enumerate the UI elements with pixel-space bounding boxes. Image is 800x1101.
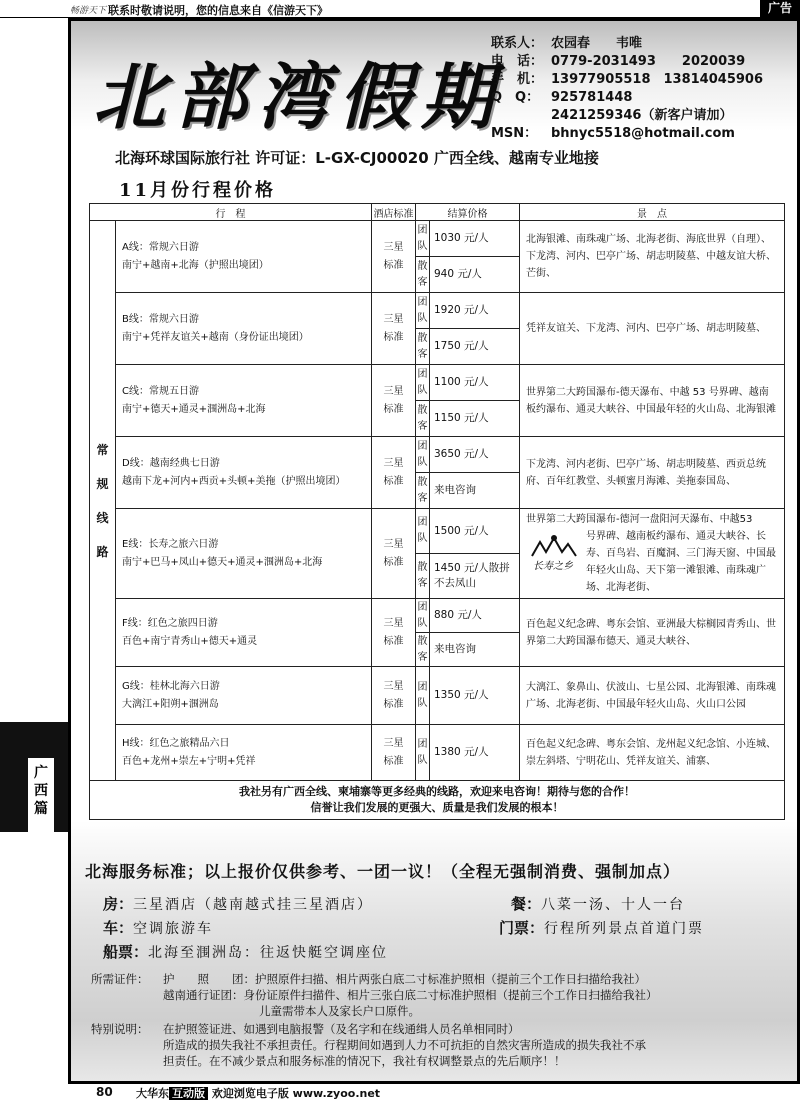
single-price: 来电咨询 bbox=[430, 473, 520, 509]
publisher-line: 大华东 互动版 欢迎浏览电子版 www.zyoo.net bbox=[136, 1087, 381, 1100]
group-price: 1380 元/人 bbox=[430, 725, 520, 781]
category-label: 常 规 线 路 bbox=[90, 221, 116, 781]
header-hotel: 酒店标准 bbox=[372, 204, 416, 221]
header-spots: 景 点 bbox=[520, 204, 785, 221]
table-header-row bbox=[90, 204, 785, 221]
logo-text: 长寿之乡 bbox=[533, 561, 573, 572]
service-car: 车：空调旅游车 bbox=[103, 919, 214, 937]
route-name: C线：常规五日游 南宁+德天+通灵+涠洲岛+北海 bbox=[116, 365, 372, 437]
route-name: D线：越南经典七日游 越南下龙+河内+西贡+头顿+美拖（护照出境团） bbox=[116, 437, 372, 509]
single-price: 1150 元/人 bbox=[430, 401, 520, 437]
contact-row: Q Q： 925781448 bbox=[491, 90, 633, 105]
header-route: 行 程 bbox=[90, 204, 372, 221]
group-price: 1030 元/人 bbox=[430, 221, 520, 257]
group-price: 1350 元/人 bbox=[430, 667, 520, 725]
qq-number-new: 2421259346（新客户请加） bbox=[551, 108, 733, 123]
footer-text: 我社另有广西全线、柬埔寨等更多经典的线路，欢迎来电咨询！期待与您的合作！ 信誉让我们发展的更强大、质量是我们发展的根本！ bbox=[90, 781, 785, 820]
bottom-bar bbox=[0, 1084, 800, 1101]
route-spots: 北海银滩、南珠魂广场、北海老街、海底世界（自理）、下龙湾、河内、巴亭广场、胡志明陵墓、中越友谊大桥、芒街、 bbox=[520, 221, 785, 293]
single-type: 散 客 bbox=[416, 329, 430, 365]
route-name: E线：长寿之旅六日游 南宁+巴马+凤山+德天+通灵+涠洲岛+北海 bbox=[116, 509, 372, 599]
single-type: 散 客 bbox=[416, 401, 430, 437]
route-name: B线：常规六日游 南宁+凭祥友谊关+越南（身份证出境团） bbox=[116, 293, 372, 365]
hotel-standard: 三星 标准 bbox=[372, 667, 416, 725]
single-type: 散 客 bbox=[416, 554, 430, 599]
group-price: 1100 元/人 bbox=[430, 365, 520, 401]
route-name: A线：常规六日游 南宁+越南+北海（护照出境团） bbox=[116, 221, 372, 293]
route-spots: 大漓江、象鼻山、伏波山、七星公园、北海银滩、南珠魂广场、北海老街、中国最年轻火山岛、火山口公园 bbox=[520, 667, 785, 725]
route-row bbox=[90, 509, 785, 554]
single-type: 散 客 bbox=[416, 257, 430, 293]
route-row bbox=[90, 365, 785, 401]
route-name: F线：红色之旅四日游 百色+南宁青秀山+德天+通灵 bbox=[116, 599, 372, 667]
agency-logo: 北部湾假期 bbox=[93, 54, 504, 139]
group-price: 1500 元/人 bbox=[430, 509, 520, 554]
hotel-standard: 三星 标准 bbox=[372, 221, 416, 293]
contact-block bbox=[491, 35, 763, 143]
service-title: 北海服务标准；以上报价仅供参考、一团一议！（全程无强制消费、强制加点） bbox=[85, 862, 681, 881]
ad-tag: 广告 bbox=[760, 0, 800, 17]
route-spots: 凭祥友谊关、下龙湾、河内、巴亭广场、胡志明陵墓、 bbox=[520, 293, 785, 365]
service-boat: 船票：北海至涠洲岛：往返快艇空调座位 bbox=[103, 943, 389, 961]
single-type: 散 客 bbox=[416, 473, 430, 509]
itinerary-table bbox=[89, 203, 785, 820]
license-line: 北海环球国际旅行社 许可证：L-GX-CJ00020 广西全线、越南专业地接 bbox=[115, 149, 599, 167]
section-label bbox=[28, 758, 54, 832]
phone-number: 0779-2031493 2020039 bbox=[551, 54, 746, 69]
hotel-standard: 三星 标准 bbox=[372, 437, 416, 509]
group-price: 1920 元/人 bbox=[430, 293, 520, 329]
route-spots: 下龙湾、河内老街、巴亭广场、胡志明陵墓、西贡总统府、百年红教堂、头顿蜜月海滩、美拖泰国岛、 bbox=[520, 437, 785, 509]
group-type: 团 队 bbox=[416, 509, 430, 554]
route-name: G线：桂林北海六日游 大漓江+阳朔+涠洲岛 bbox=[116, 667, 372, 725]
contact-persons: 农园春 韦唯 bbox=[551, 36, 643, 51]
group-type: 团 队 bbox=[416, 667, 430, 725]
qq-number: 925781448 bbox=[551, 90, 633, 105]
service-room: 房：三星酒店（越南越式挂三星酒店） bbox=[103, 895, 374, 913]
single-type: 散 客 bbox=[416, 633, 430, 667]
service-meal: 餐：八菜一汤、十人一台 bbox=[511, 895, 686, 913]
contact-row: MSN： bhnyc5518@hotmail.com bbox=[491, 126, 735, 141]
route-row bbox=[90, 667, 785, 725]
route-row bbox=[90, 725, 785, 781]
route-row bbox=[90, 599, 785, 633]
group-price: 3650 元/人 bbox=[430, 437, 520, 473]
service-ticket: 门票：行程所列景点首道门票 bbox=[499, 919, 705, 937]
header-price: 结算价格 bbox=[416, 204, 520, 221]
group-price: 880 元/人 bbox=[430, 599, 520, 633]
travel-advertisement bbox=[68, 18, 800, 1084]
source-notice: 联系时敬请说明，您的信息来自《信游天下》 bbox=[108, 4, 328, 17]
group-type: 团 队 bbox=[416, 221, 430, 257]
hotel-standard: 三星 标准 bbox=[372, 509, 416, 599]
hotel-standard: 三星 标准 bbox=[372, 725, 416, 781]
single-price: 1750 元/人 bbox=[430, 329, 520, 365]
table-footer bbox=[90, 781, 785, 820]
hotel-standard: 三星 标准 bbox=[372, 293, 416, 365]
contact-row: 联系人： 农园春 韦唯 bbox=[491, 36, 643, 51]
route-row bbox=[90, 293, 785, 329]
top-bar bbox=[0, 0, 800, 18]
route-spots: 世界第二大跨国瀑布-德天瀑布、中越 53 号界碑、越南板约瀑布、通灵大峡谷、中国最年轻的火山岛、北海银滩 bbox=[520, 365, 785, 437]
page-number: 80 bbox=[96, 1085, 113, 1099]
special-notes: 特别说明： 在护照签证进、如遇到电脑报警（及名字和在线通缉人员名单相同时） 所造成的损失我社不承担责任。行程期间如遇到人力不可抗拒的自然灾害所造成的损失我社不承 担责任。在不减少景点和服务标准的情况下，我社有权调整景点的先后顺序！！ bbox=[91, 1022, 646, 1068]
route-name: H线：红色之旅精品六日 百色+龙州+崇左+宁明+凭祥 bbox=[116, 725, 372, 781]
mobile-number: 13977905518 13814045906 bbox=[551, 72, 763, 87]
route-spots: 百色起义纪念碑、粤东会馆、龙州起义纪念馆、小连城、崇左斜塔、宁明花山、凭祥友谊关、浦寨、 bbox=[520, 725, 785, 781]
single-price: 1450 元/人散拼不去凤山 bbox=[430, 554, 520, 599]
section-side-tab bbox=[0, 722, 68, 832]
group-type: 团 队 bbox=[416, 293, 430, 329]
contact-row: 电 话： 0779-2031493 2020039 bbox=[491, 54, 746, 69]
route-row bbox=[90, 437, 785, 473]
msn-address: bhnyc5518@hotmail.com bbox=[551, 126, 735, 141]
section-label-text: 广西篇 bbox=[34, 765, 48, 817]
longevity-logo bbox=[526, 532, 580, 572]
single-price: 940 元/人 bbox=[430, 257, 520, 293]
required-documents: 所需证件： 护 照 团： 护照原件扫描、相片两张白底二寸标准护照相（提前三个工作日扫描给我社） 越南通行证团： 身份证原件扫描件、相片三张白底二寸标准护照相（提前三个工作日扫描给我社） 儿童需带本人及家长户口原件。 bbox=[91, 972, 658, 1018]
brand-mark: 畅游天下 bbox=[70, 6, 107, 16]
route-spots: 世界第二大跨国瀑布-德河一盘阳河天瀑布、中越53 长寿之乡 号界碑、越南板约瀑布、通灵大峡谷、长寿、百鸟岩、百魔洞、三门海天窗、中国最年轻火山岛、天下第一滩银滩、南珠魂广场、北海老街、 bbox=[520, 509, 785, 599]
hotel-standard: 三星 标准 bbox=[372, 365, 416, 437]
single-price: 来电咨询 bbox=[430, 633, 520, 667]
group-type: 团 队 bbox=[416, 365, 430, 401]
route-spots: 百色起义纪念碑、粤东会馆、亚洲最大棕榈园青秀山、世界第二大跨国瀑布德天、通灵大峡谷、 bbox=[520, 599, 785, 667]
group-type: 团 队 bbox=[416, 725, 430, 781]
route-row bbox=[90, 221, 785, 257]
hotel-standard: 三星 标准 bbox=[372, 599, 416, 667]
contact-row: 手 机： 13977905518 13814045906 bbox=[491, 72, 763, 87]
group-type: 团 队 bbox=[416, 437, 430, 473]
group-type: 团 队 bbox=[416, 599, 430, 633]
contact-row bbox=[491, 107, 763, 125]
month-title: 11月份行程价格 bbox=[119, 180, 277, 201]
